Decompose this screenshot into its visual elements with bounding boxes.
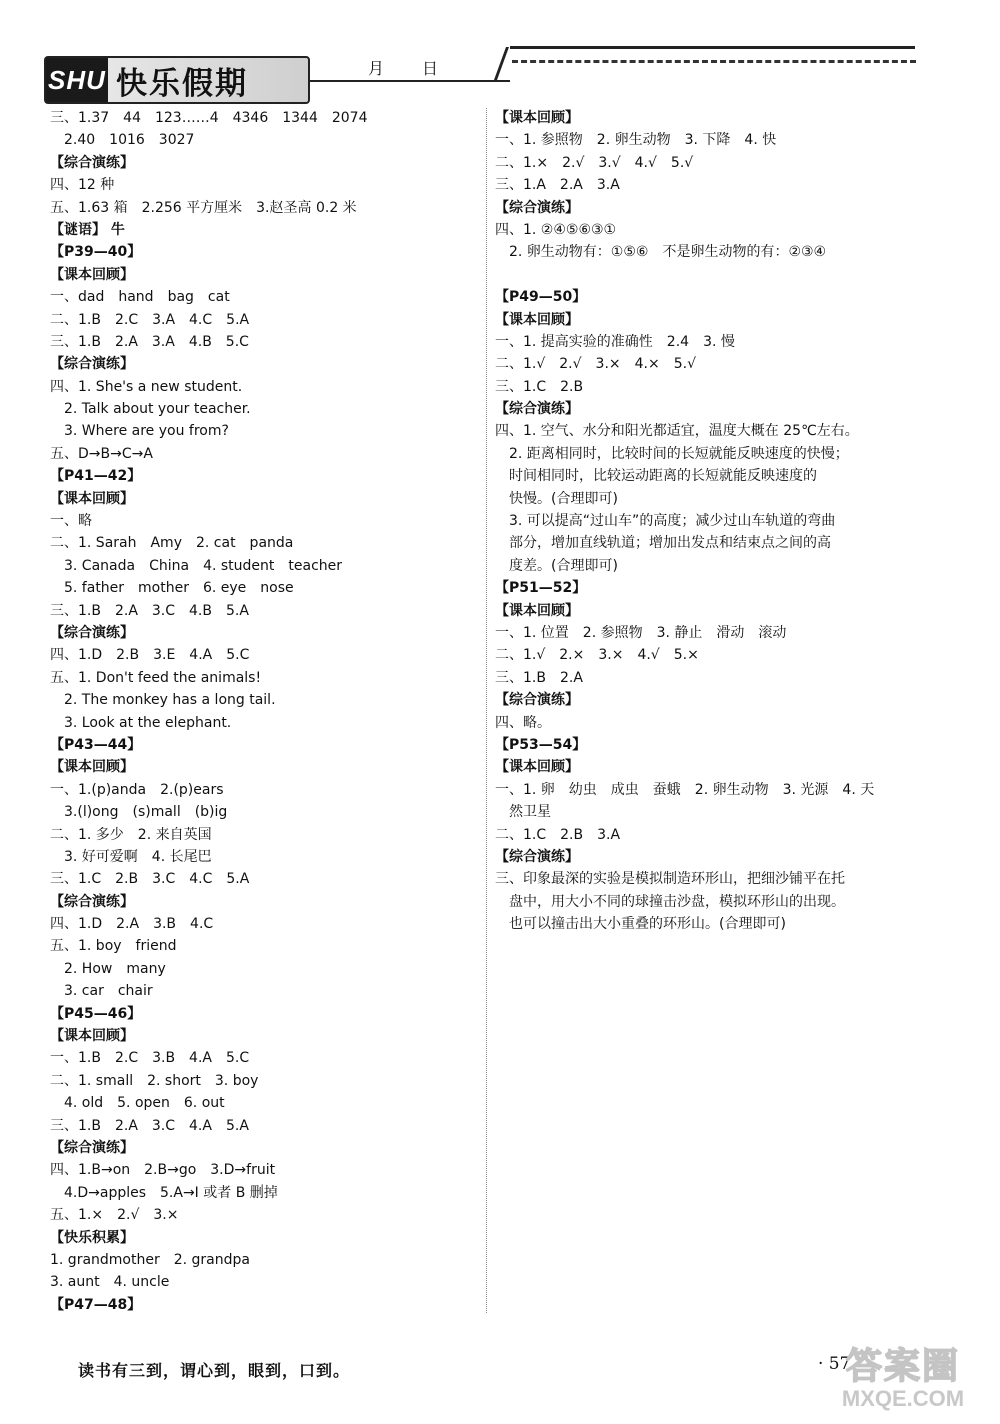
watermark-top-text: 答案圈	[845, 1346, 960, 1387]
answer-line: 一、1.B 2.C 3.B 4.A 5.C	[50, 1050, 250, 1067]
answer-line: 三、1.B 2.A 3.C 4.A 5.A	[50, 1117, 249, 1134]
answer-line: 【P41—42】	[50, 468, 142, 485]
answer-line: 2. The monkey has a long tail.	[50, 692, 276, 709]
answer-line: 【课本回顾】	[50, 266, 134, 283]
answer-line: 三、1.C 2.B	[495, 378, 584, 395]
answer-line: 【P47—48】	[50, 1296, 142, 1313]
answer-line: 3. Canada China 4. student teacher	[50, 557, 343, 574]
answer-line: 【P43—44】	[50, 736, 142, 753]
answer-line: 二、1.C 2.B 3.A	[495, 826, 621, 843]
answer-line: 五、1.× 2.√ 3.×	[50, 1207, 179, 1224]
logo-title: 快乐假期	[116, 65, 248, 102]
answer-line: 四、1. 空气、水分和阳光都适宜，温度大概在 25℃左右。	[495, 423, 859, 440]
answer-line: 【P51—52】	[495, 580, 587, 597]
answer-line: 四、1. She's a new student.	[50, 378, 243, 395]
answer-line: 三、1.B 2.A	[495, 669, 583, 686]
logo-shu-mark: SHU	[48, 64, 106, 95]
answer-line: 【谜语】 牛	[50, 221, 125, 238]
answer-line: 五、1.63 箱 2.256 平方厘米 3.赵圣高 0.2 米	[50, 199, 357, 216]
month-label: 月	[368, 59, 385, 78]
left-answer-column	[50, 107, 470, 1316]
footer-motto: 读书有三到，谓心到，眼到，口到。	[78, 1361, 351, 1380]
answer-line: 一、1. 提高实验的准确性 2.4 3. 慢	[495, 333, 735, 350]
answer-line: 四、1.D 2.B 3.E 4.A 5.C	[50, 647, 250, 664]
answer-line: 2. 卵生动物有：①⑤⑥ 不是卵生动物的有：②③④	[495, 244, 827, 261]
page-header	[0, 0, 1000, 110]
answer-line: 2.40 1016 3027	[50, 132, 195, 149]
answer-line: 一、1. 参照物 2. 卵生动物 3. 下降 4. 快	[495, 132, 777, 149]
answer-line: 【快乐积累】	[50, 1229, 134, 1246]
answer-line: 【课本回顾】	[495, 759, 579, 776]
answer-line: 【P39—40】	[50, 244, 142, 261]
answer-line: 【综合演练】	[495, 401, 579, 418]
answer-line: 四、略。	[495, 714, 551, 731]
answer-line: 四、1.B→on 2.B→go 3.D→fruit	[50, 1162, 276, 1179]
answer-line: 3. 好可爱啊 4. 长尾巴	[50, 848, 212, 865]
answer-line: 一、1. 卵 幼虫 成虫 蚕蛾 2. 卵生动物 3. 光源 4. 天	[495, 781, 875, 798]
answer-line: 【综合演练】	[50, 893, 134, 910]
answer-line: 2. How many	[50, 960, 166, 977]
answer-line	[495, 264, 920, 286]
answer-line: 一、1. 位置 2. 参照物 3. 静止 滑动 滚动	[495, 624, 787, 641]
answer-line: 【综合演练】	[495, 199, 579, 216]
answer-line: 一、1.(p)anda 2.(p)ears	[50, 781, 224, 798]
answer-line: 快慢。(合理即可)	[495, 490, 618, 507]
answer-line: 3.(l)ong (s)mall (b)ig	[50, 804, 228, 821]
answer-line: 3. Where are you from?	[50, 423, 229, 440]
answer-line: 二、1.B 2.C 3.A 4.C 5.A	[50, 311, 250, 328]
answer-line: 【综合演练】	[495, 692, 579, 709]
answer-line: 一、略	[50, 513, 92, 530]
answer-line: 四、1. ②④⑤⑥③①	[495, 221, 617, 238]
brand-logo	[44, 56, 310, 104]
answer-line: 二、1. 多少 2. 来自英国	[50, 826, 212, 843]
answer-line: 二、1.√ 2.√ 3.× 4.× 5.√	[495, 356, 697, 373]
answer-line: 三、1.B 2.A 3.C 4.B 5.A	[50, 602, 249, 619]
date-field	[310, 54, 510, 82]
answer-line: 三、1.B 2.A 3.A 4.B 5.C	[50, 333, 249, 350]
answer-line: 五、1. Don't feed the animals!	[50, 669, 262, 686]
answer-line: 五、1. boy friend	[50, 938, 177, 955]
answer-line: 二、1.√ 2.× 3.× 4.√ 5.×	[495, 647, 699, 664]
answer-line: 二、1. small 2. short 3. boy	[50, 1072, 259, 1089]
answer-line: 1. grandmother 2. grandpa	[50, 1251, 250, 1268]
answer-line: 二、1. Sarah Amy 2. cat panda	[50, 535, 294, 552]
header-dashed-rule	[512, 60, 916, 63]
answer-line: 【课本回顾】	[495, 602, 579, 619]
answer-line: 度差。(合理即可)	[495, 557, 618, 574]
answer-line: 三、1.37 44 123……4 4346 1344 2074	[50, 110, 368, 126]
answer-line: 4.D→apples 5.A→I 或者 B 删掉	[50, 1184, 278, 1201]
answer-line: 一、dad hand bag cat	[50, 289, 230, 306]
answer-line: 【P49—50】	[495, 289, 587, 306]
column-divider	[486, 108, 487, 1313]
watermark-url: MXQE.COM	[841, 1386, 965, 1411]
answer-line: 【综合演练】	[495, 848, 579, 865]
answer-line: 【课本回顾】	[50, 1028, 134, 1045]
watermark-logo	[838, 1338, 968, 1418]
answer-line: 四、12 种	[50, 177, 115, 194]
answer-line: 4. old 5. open 6. out	[50, 1095, 225, 1112]
answer-line: 【课本回顾】	[50, 490, 134, 507]
right-answer-column	[495, 107, 920, 935]
answer-line: 也可以撞击出大小重叠的环形山。(合理即可)	[495, 916, 786, 933]
answer-line: 五、D→B→C→A	[50, 445, 153, 462]
answer-line: 三、1.C 2.B 3.C 4.C 5.A	[50, 871, 250, 888]
answer-line: 盘中，用大小不同的球撞击沙盘，模拟环形山的出现。	[495, 893, 845, 910]
answer-line: 【P45—46】	[50, 1005, 142, 1022]
answer-line: 2. 距离相同时，比较时间的长短就能反映速度的快慢；	[495, 445, 849, 462]
answer-line: 3. aunt 4. uncle	[50, 1274, 170, 1291]
answer-line: 3. car chair	[50, 983, 153, 1000]
day-label: 日	[422, 59, 439, 78]
answer-line: 三、1.A 2.A 3.A	[495, 177, 620, 194]
answer-line: 2. Talk about your teacher.	[50, 401, 251, 418]
answer-line: 然卫星	[495, 804, 551, 821]
answer-line: 【课本回顾】	[495, 110, 579, 126]
answer-line: 【课本回顾】	[495, 311, 579, 328]
header-rule	[510, 46, 915, 49]
answer-line: 【综合演练】	[50, 624, 134, 641]
answer-line: 5. father mother 6. eye nose	[50, 580, 294, 597]
answer-line: 【综合演练】	[50, 1139, 134, 1156]
answer-line: 时间相同时，比较运动距离的长短就能反映速度的	[495, 468, 817, 485]
answer-line: 部分，增加直线轨道；增加出发点和结束点之间的高	[495, 535, 831, 552]
answer-line: 【综合演练】	[50, 154, 134, 171]
answer-line: 【P53—54】	[495, 736, 587, 753]
answer-line: 二、1.× 2.√ 3.√ 4.√ 5.√	[495, 154, 694, 171]
answer-line: 3. Look at the elephant.	[50, 714, 232, 731]
answer-line: 【综合演练】	[50, 356, 134, 373]
answer-line: 【课本回顾】	[50, 759, 134, 776]
answer-line: 三、印象最深的实验是模拟制造环形山，把细沙铺平在托	[495, 871, 845, 888]
page-number: · 57	[818, 1354, 851, 1374]
answer-line: 3. 可以提高“过山车”的高度；减少过山车轨道的弯曲	[495, 513, 836, 530]
answer-line: 四、1.D 2.A 3.B 4.C	[50, 916, 214, 933]
